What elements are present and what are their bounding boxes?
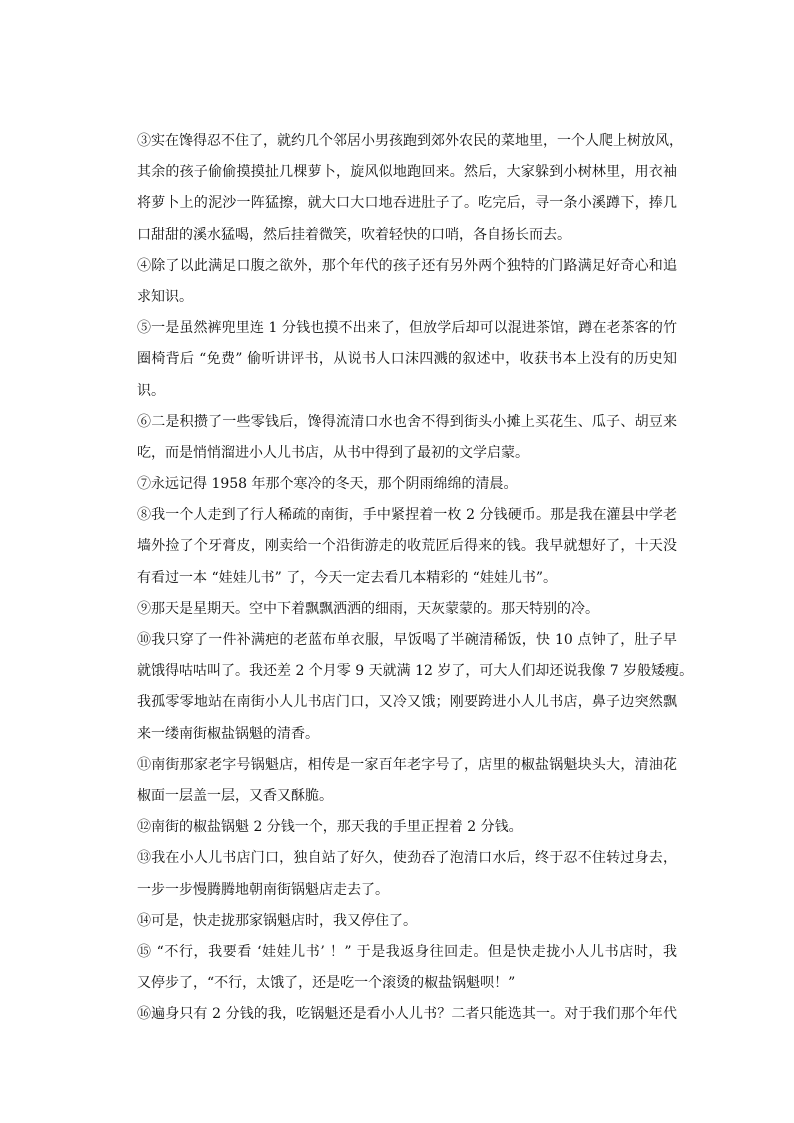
text-line: 又停步了，“不行，太饿了，还是吃一个滚烫的椒盐锅魁呗！” (137, 975, 516, 992)
text-line: ⑭可是，快走拢那家锅魁店时，我又停住了。 (137, 912, 417, 929)
text-line: 一步一步慢腾腾地朝南街锅魁店走去了。 (137, 881, 389, 898)
text-line: 椒面一层盖一层，又香又酥脆。 (137, 787, 333, 804)
text-line: ⑦永远记得 1958 年那个寒冷的冬天，那个阴雨绵绵的清晨。 (137, 476, 518, 493)
text-line: ⑩我只穿了一件补满疤的老蓝布单衣服，早饭喝了半碗清稀饭，快 10 点钟了，肚子早 (137, 632, 677, 648)
text-line: ⑮ “不行，我要看 ‘娃娃儿书’ ！” 于是我返身往回走。但是快走拢小人儿书店时，我 (137, 943, 677, 960)
text-line: ⑥二是积攒了一些零钱后，馋得流清口水也舍不得到街头小摊上买花生、瓜子、胡豆来 (137, 413, 677, 430)
text-line: ③实在馋得忍不住了，就约几个邻居小男孩跑到郊外农民的菜地里，一个人爬上树放风， (137, 133, 683, 149)
text-line: ⑫南街的椒盐锅魁 2 分钱一个，那天我的手里正捏着 2 分钱。 (137, 819, 523, 836)
text-line: 其余的孩子偷偷摸摸扯几棵萝卜，旋风似地跑回来。然后，大家躲到小树林里，用衣袖 (137, 164, 677, 181)
text-line: ⑧我一个人走到了行人稀疏的南街，手中紧捏着一枚 2 分钱硬币。那是我在灌县中学老 (137, 507, 677, 524)
text-line: 来一缕南街椒盐锅魁的清香。 (137, 725, 319, 742)
text-line: 就饿得咕咕叫了。我还差 2 个月零 9 天就满 12 岁了，可大人们却还说我像 7 岁般矮瘦。 (137, 663, 694, 680)
text-line: 求知识。 (137, 288, 193, 305)
text-line: 将萝卜上的泥沙一阵猛擦，就大口大口地吞进肚子了。吃完后，寻一条小溪蹲下，捧几 (137, 195, 677, 212)
text-line: ⑪南街那家老字号锅魁店，相传是一家百年老字号了，店里的椒盐锅魁块头大，清油花 (137, 756, 677, 773)
text-line: ⑨那天是星期天。空中下着飘飘洒洒的细雨，天灰蒙蒙的。那天特别的冷。 (137, 600, 599, 617)
text-line: ⑯遍身只有 2 分钱的我，吃锅魁还是看小人儿书？二者只能选其一。对于我们那个年代 (137, 1006, 677, 1023)
text-line: 我孤零零地站在南街小人儿书店门口，又冷又饿；刚要跨进小人儿书店，鼻子边突然飘 (137, 694, 677, 711)
text-line: ⑬我在小人儿书店门口，独自站了好久，使劲吞了泡清口水后，终于忍不住转过身去， (137, 850, 677, 867)
text-line: 识。 (137, 382, 165, 399)
text-line: 有看过一本 “娃娃儿书” 了，今天一定去看几本精彩的 “娃娃儿书”。 (137, 569, 557, 586)
text-line: 吃，而是悄悄溜进小人儿书店，从书中得到了最初的文学启蒙。 (137, 444, 529, 461)
text-line: 圈椅背后 “免费” 偷听讲评书，从说书人口沫四溅的叙述中，收获书本上没有的历史知 (137, 351, 677, 368)
text-line: 墙外捡了个牙膏皮，刚卖给一个沿街游走的收荒匠后得来的钱。我早就想好了，十天没 (137, 538, 677, 555)
text-line: 口甜甜的溪水猛喝，然后挂着微笑，吹着轻快的口哨，各自扬长而去。 (137, 226, 571, 243)
text-line: ④除了以此满足口腹之欲外，那个年代的孩子还有另外两个独特的门路满足好奇心和追 (137, 257, 677, 274)
article-body (137, 126, 694, 1030)
text-line: ⑤一是虽然裤兜里连 1 分钱也摸不出来了，但放学后却可以混进茶馆，蹲在老茶客的竹 (137, 320, 677, 337)
